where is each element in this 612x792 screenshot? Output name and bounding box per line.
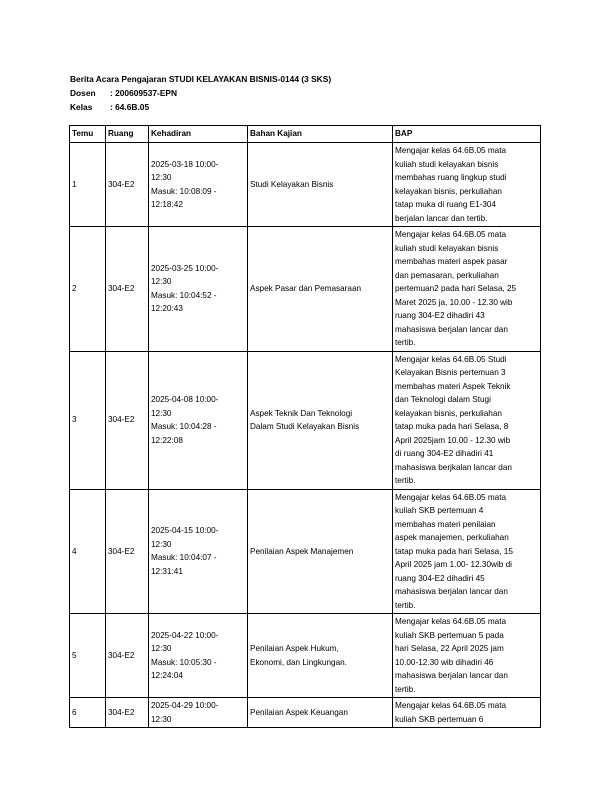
table-row xyxy=(70,351,541,489)
cell-temu: 4 xyxy=(70,489,106,614)
cell-temu: 1 xyxy=(70,143,106,227)
cell-bap: Mengajar kelas 64.6B.05 Studi Kelayakan Bisnis pertemuan 3 membahas materi Aspek Teknik dan Teknologi dalam Stugi kelayakan bisnis, perkuliahan tatap muka pada hari Selasa, 8 April 2025jam 10.00 - 12.30 wib di ruang 304-E2 dihadiri 41 mahasiswa berjkalan lancar dan tertib. xyxy=(393,351,541,489)
table-row xyxy=(70,614,541,698)
cell-bap: Mengajar kelas 64.6B.05 mata kuliah studi kelayakan bisnis membahas materi aspek pasar dan pemasaran, perkuliahan pertemuan2 pada hari Selasa, 25 Maret 2025 ja, 10.00 - 12.30 wib ruang 304-E2 dihadiri 43 mahasiswa berjalan lancar dan tertib. xyxy=(393,227,541,352)
cell-kehadiran: 2025-03-18 10:00- 12:30 Masuk: 10:08:09 - 12:18:42 xyxy=(149,143,248,227)
dosen-row xyxy=(70,86,331,100)
cell-ruang: 304-E2 xyxy=(106,143,149,227)
col-header-temu: Temu xyxy=(70,126,106,143)
cell-bap: Mengajar kelas 64.6B.05 mata kuliah SKB pertemuan 6 xyxy=(393,698,541,728)
cell-bahan-kajian: Penilaian Aspek Hukum, Ekonomi, dan Lingkungan. xyxy=(248,614,393,698)
cell-ruang: 304-E2 xyxy=(106,698,149,728)
col-header-bap: BAP xyxy=(393,126,541,143)
col-header-ruang: Ruang xyxy=(106,126,149,143)
cell-kehadiran: 2025-04-22 10:00- 12:30 Masuk: 10:05:30 - 12:24:04 xyxy=(149,614,248,698)
cell-ruang: 304-E2 xyxy=(106,351,149,489)
document-header xyxy=(70,72,331,114)
table-row xyxy=(70,227,541,352)
cell-temu: 3 xyxy=(70,351,106,489)
table-row xyxy=(70,698,541,728)
cell-bahan-kajian: Aspek Teknik Dan Teknologi Dalam Studi Kelayakan Bisnis xyxy=(248,351,393,489)
table-row xyxy=(70,489,541,614)
kelas-value: : 64.6B.05 xyxy=(110,102,150,112)
table-header-row xyxy=(70,126,541,143)
table-row xyxy=(70,143,541,227)
cell-temu: 5 xyxy=(70,614,106,698)
bap-table xyxy=(69,125,541,728)
cell-kehadiran: 2025-04-15 10:00- 12:30 Masuk: 10:04:07 - 12:31:41 xyxy=(149,489,248,614)
cell-bahan-kajian: Penilaian Aspek Keuangan xyxy=(248,698,393,728)
kelas-label: Kelas xyxy=(70,102,93,112)
cell-temu: 6 xyxy=(70,698,106,728)
cell-bahan-kajian: Studi Kelayakan Bisnis xyxy=(248,143,393,227)
cell-kehadiran: 2025-03-25 10:00- 12:30 Masuk: 10:04:52 - 12:20:43 xyxy=(149,227,248,352)
cell-kehadiran: 2025-04-08 10:00- 12:30 Masuk: 10:04:28 - 12:22:08 xyxy=(149,351,248,489)
cell-bahan-kajian: Penilaian Aspek Manajemen xyxy=(248,489,393,614)
col-header-kehadiran: Kehadiran xyxy=(149,126,248,143)
cell-bap: Mengajar kelas 64.6B.05 mata kuliah SKB pertemuan 5 pada hari Selasa, 22 April 2025 jam 10.00-12.30 wib dihadiri 46 mahasiswa berjalan lancar dan tertib. xyxy=(393,614,541,698)
dosen-value: : 200609537-EPN xyxy=(110,88,178,98)
document-title: Berita Acara Pengajaran STUDI KELAYAKAN BISNIS-0144 (3 SKS) xyxy=(70,74,332,84)
col-header-bahan-kajian: Bahan Kajian xyxy=(248,126,393,143)
dosen-label: Dosen xyxy=(70,88,96,98)
cell-bap: Mengajar kelas 64.6B.05 mata kuliah SKB pertemuan 4 membahas materi penilaian aspek manajemen, perkuliahan tatap muka pada hari Selasa, 15 April 2025 jam 1.00- 12.30wib di ruang 304-E2 dihadiri 45 mahasiswa berjalan lancar dan tertib. xyxy=(393,489,541,614)
cell-bahan-kajian: Aspek Pasar dan Pemasaraan xyxy=(248,227,393,352)
cell-ruang: 304-E2 xyxy=(106,227,149,352)
cell-temu: 2 xyxy=(70,227,106,352)
cell-ruang: 304-E2 xyxy=(106,489,149,614)
kelas-row xyxy=(70,100,331,114)
cell-kehadiran: 2025-04-29 10:00- 12:30 xyxy=(149,698,248,728)
cell-bap: Mengajar kelas 64.6B.05 mata kuliah studi kelayakan bisnis membahas ruang lingkup studi kelayakan bisnis, perkuliahan tatap muka di ruang E1-304 berjalan lancar dan tertib. xyxy=(393,143,541,227)
cell-ruang: 304-E2 xyxy=(106,614,149,698)
